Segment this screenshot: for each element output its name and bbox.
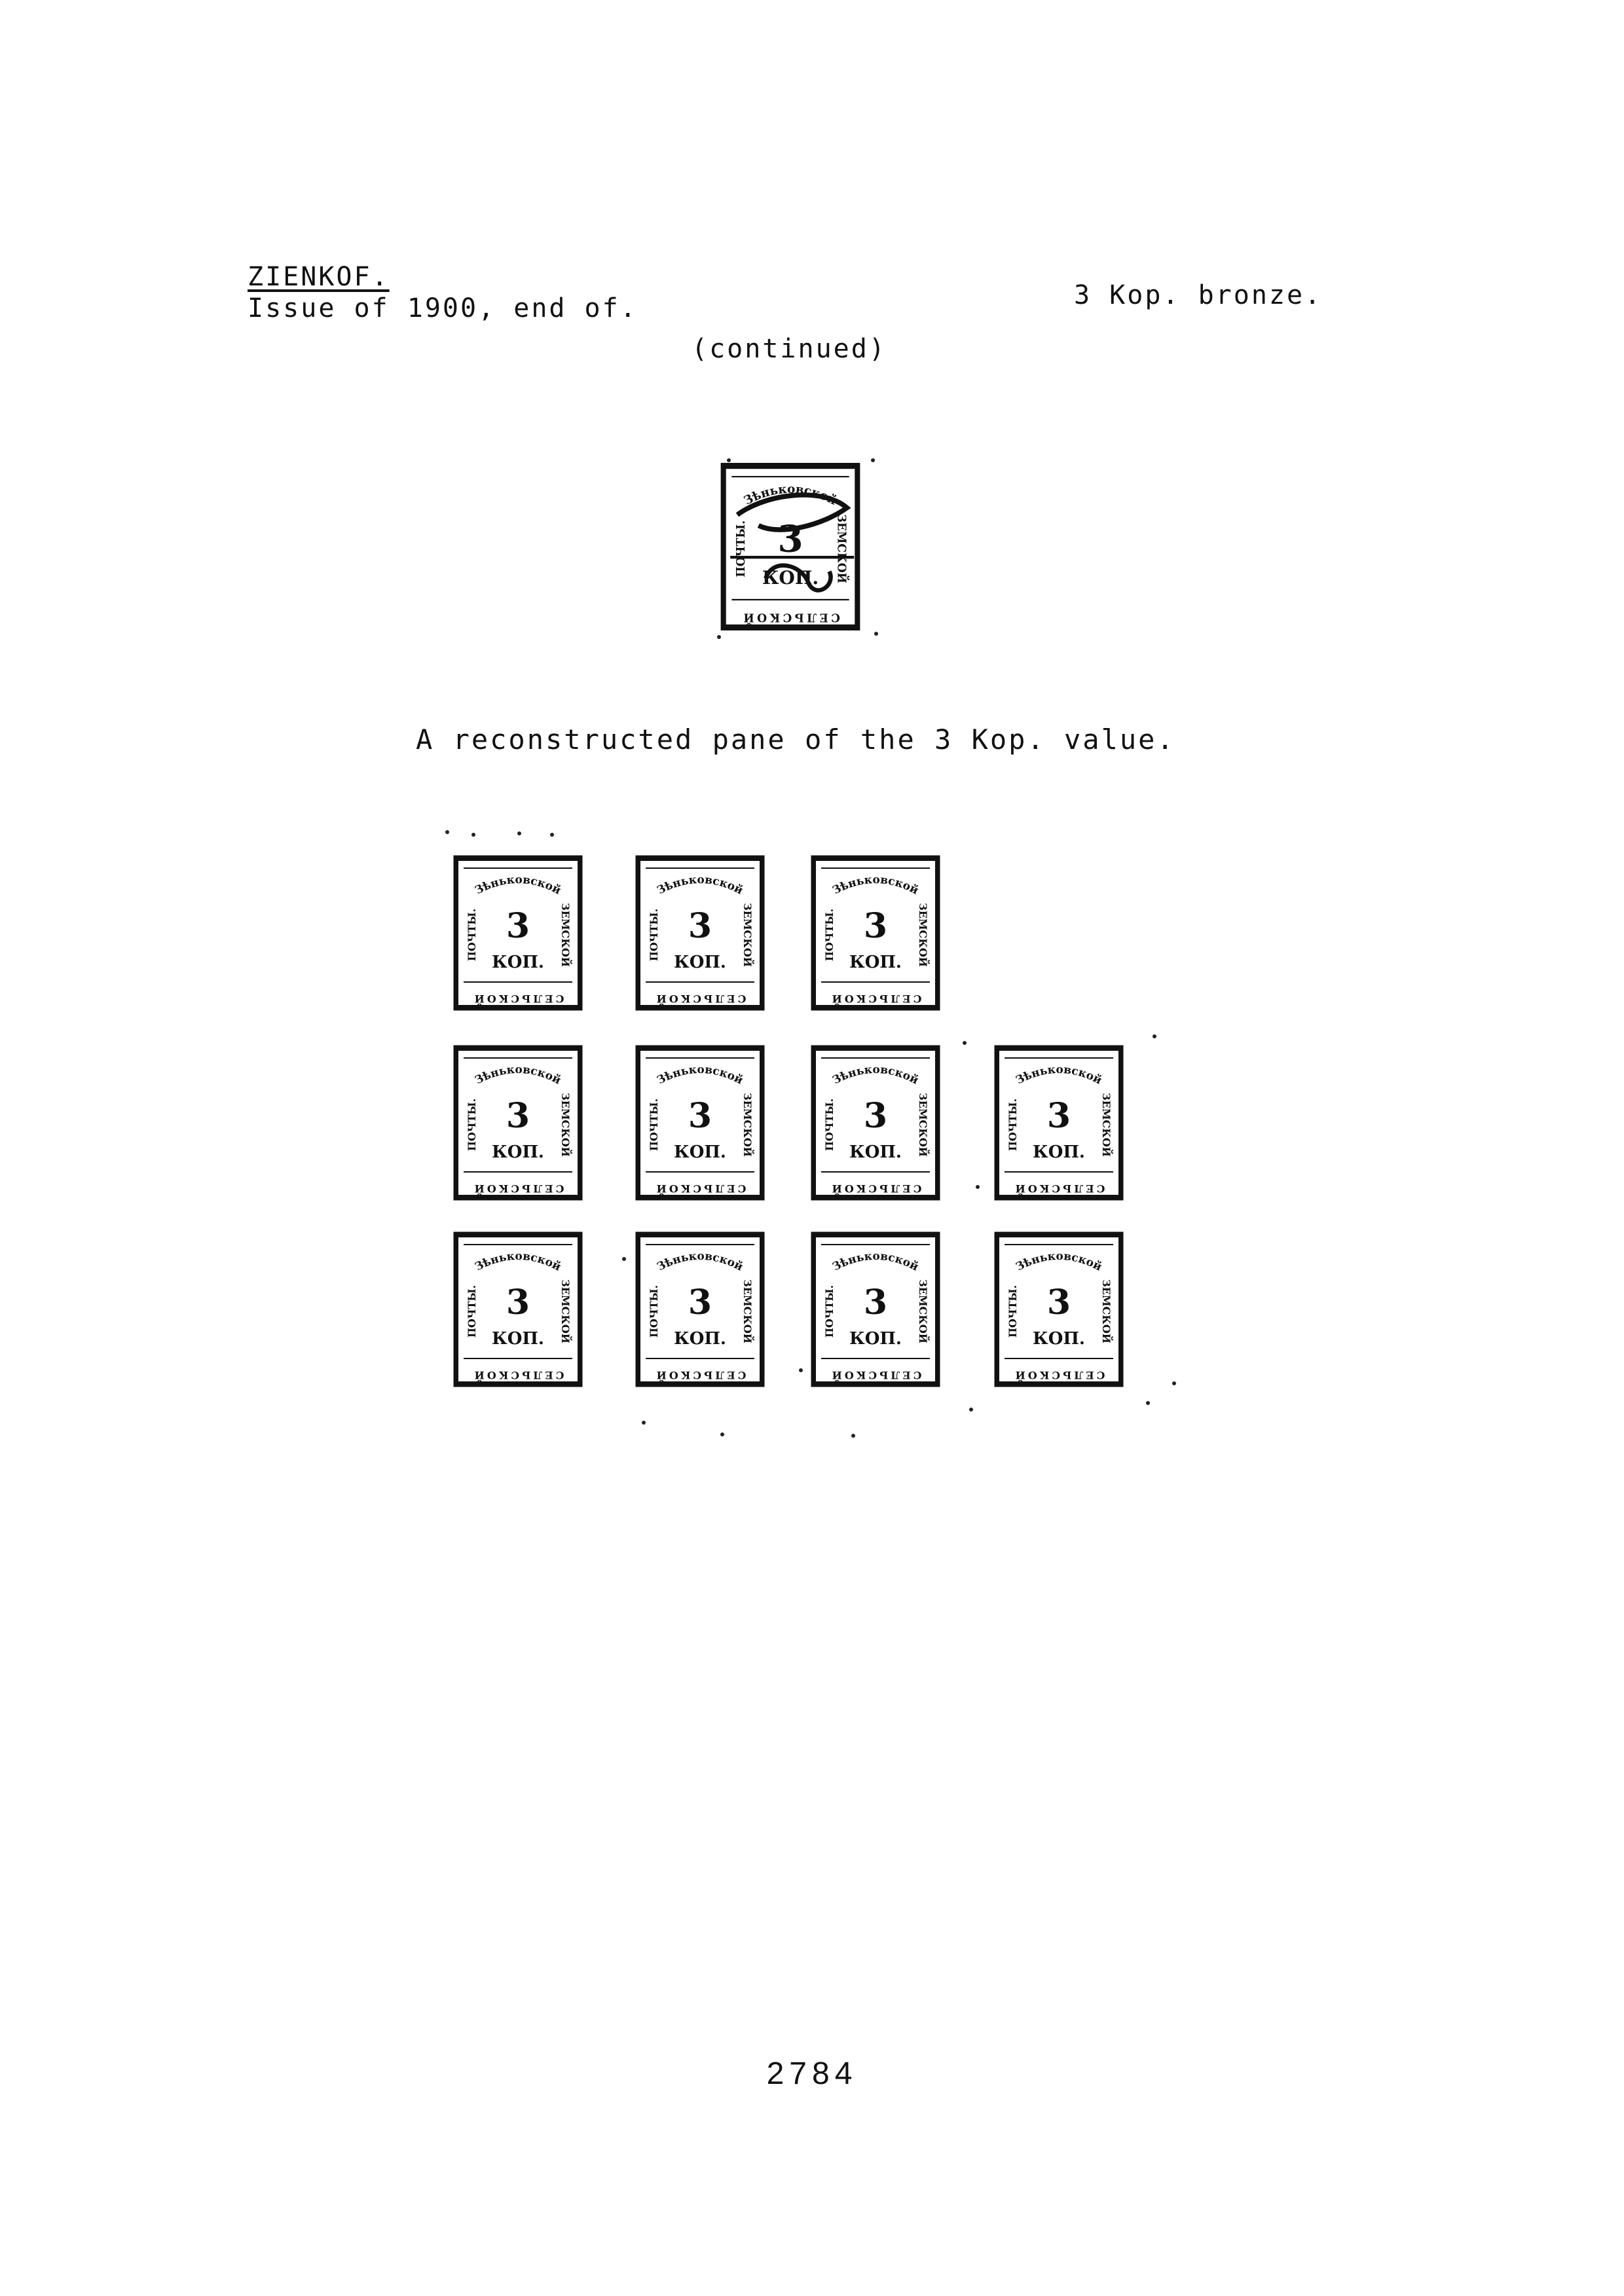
svg-text:ЗЕМСКОЙ: ЗЕМСКОЙ <box>1100 1279 1113 1343</box>
speck-mark <box>1172 1381 1176 1385</box>
stamp-svg <box>990 1228 1128 1391</box>
svg-text:КОП.: КОП. <box>1033 1329 1085 1349</box>
svg-text:СЕЛЬСКОЙ: СЕЛЬСКОЙ <box>654 1182 747 1195</box>
pane-stamp <box>990 1228 1128 1391</box>
pane-stamp <box>807 851 944 1015</box>
svg-text:ПОЧТЫ.: ПОЧТЫ. <box>466 1285 478 1338</box>
svg-text:СЕЛЬСКОЙ: СЕЛЬСКОЙ <box>829 1369 922 1381</box>
stamp-svg <box>631 1228 769 1391</box>
svg-text:СЕЛЬСКОЙ: СЕЛЬСКОЙ <box>829 993 922 1005</box>
pane-stamp <box>449 851 587 1015</box>
svg-text:СЕЛЬСКОЙ: СЕЛЬСКОЙ <box>1012 1369 1105 1381</box>
stamp-svg <box>990 1041 1128 1205</box>
svg-text:ПОЧТЫ.: ПОЧТЫ. <box>823 908 836 962</box>
pane-stamp <box>807 1041 944 1205</box>
svg-text:3: 3 <box>777 517 803 561</box>
stamp-svg <box>631 1041 769 1205</box>
speck-mark <box>871 458 875 462</box>
svg-text:ПОЧТЫ.: ПОЧТЫ. <box>648 908 660 962</box>
svg-text:ПОЧТЫ.: ПОЧТЫ. <box>1006 1098 1019 1152</box>
svg-text:3: 3 <box>863 1283 888 1322</box>
svg-text:Зѣньковской: Зѣньковской <box>473 1249 563 1274</box>
speck-mark <box>976 1185 980 1189</box>
svg-text:КОП.: КОП. <box>492 1329 544 1349</box>
pane-stamp <box>631 1041 769 1205</box>
svg-text:3: 3 <box>688 1283 712 1322</box>
svg-text:Зѣньковской: Зѣньковской <box>1014 1063 1104 1087</box>
pane-stamp <box>449 1041 587 1205</box>
svg-text:ПОЧТЫ.: ПОЧТЫ. <box>734 520 748 577</box>
svg-text:Зѣньковской: Зѣньковской <box>830 1063 921 1087</box>
svg-text:3: 3 <box>506 906 530 946</box>
svg-text:3: 3 <box>688 906 712 946</box>
pane-stamp <box>631 851 769 1015</box>
svg-text:ЗЕМСКОЙ: ЗЕМСКОЙ <box>834 514 848 584</box>
speck-mark <box>550 833 554 837</box>
svg-text:СЕЛЬСКОЙ: СЕЛЬСКОЙ <box>741 610 840 624</box>
svg-text:КОП.: КОП. <box>1033 1142 1085 1162</box>
speck-mark <box>642 1421 646 1425</box>
speck-mark <box>445 830 449 834</box>
svg-text:СЕЛЬСКОЙ: СЕЛЬСКОЙ <box>471 1182 564 1195</box>
svg-text:ПОЧТЫ.: ПОЧТЫ. <box>466 908 478 962</box>
svg-text:ЗЕМСКОЙ: ЗЕМСКОЙ <box>559 1279 572 1343</box>
svg-text:ЗЕМСКОЙ: ЗЕМСКОЙ <box>559 1093 572 1157</box>
svg-text:3: 3 <box>506 1283 530 1322</box>
stamp-svg <box>449 851 587 1015</box>
speck-mark <box>1146 1401 1150 1405</box>
svg-text:Зѣньковской: Зѣньковской <box>741 482 840 508</box>
speck-mark <box>720 1432 724 1436</box>
svg-text:ЗЕМСКОЙ: ЗЕМСКОЙ <box>1100 1093 1113 1157</box>
speck-mark <box>517 831 521 835</box>
svg-text:ЗЕМСКОЙ: ЗЕМСКОЙ <box>917 1093 929 1157</box>
svg-text:КОП.: КОП. <box>849 953 902 972</box>
svg-text:КОП.: КОП. <box>674 1329 726 1349</box>
svg-text:КОП.: КОП. <box>492 953 544 972</box>
svg-text:Зѣньковской: Зѣньковской <box>473 1063 563 1087</box>
stamp-svg <box>709 458 872 635</box>
pane-caption: A reconstructed pane of the 3 Kop. value. <box>416 723 1175 756</box>
svg-text:3: 3 <box>506 1096 530 1136</box>
svg-text:СЕЛЬСКОЙ: СЕЛЬСКОЙ <box>654 993 747 1005</box>
pane-stamp <box>807 1228 944 1391</box>
stamp-svg <box>807 851 944 1015</box>
speck-mark <box>622 1257 626 1261</box>
svg-text:3: 3 <box>1046 1096 1071 1136</box>
stamp-svg <box>807 1041 944 1205</box>
svg-text:СЕЛЬСКОЙ: СЕЛЬСКОЙ <box>654 1369 747 1381</box>
svg-text:ПОЧТЫ.: ПОЧТЫ. <box>466 1098 478 1152</box>
single-stamp-image <box>709 458 872 635</box>
continued-note: (continued) <box>692 334 887 364</box>
svg-text:3: 3 <box>1046 1283 1071 1322</box>
svg-text:ЗЕМСКОЙ: ЗЕМСКОЙ <box>917 903 929 967</box>
svg-text:Зѣньковской: Зѣньковской <box>830 1249 921 1274</box>
speck-mark <box>471 833 475 837</box>
stamp-svg <box>631 851 769 1015</box>
speck-mark <box>717 635 721 639</box>
page-number: 2784 <box>766 2056 858 2091</box>
speck-mark <box>969 1408 973 1412</box>
svg-text:СЕЛЬСКОЙ: СЕЛЬСКОЙ <box>471 1369 564 1381</box>
svg-text:СЕЛЬСКОЙ: СЕЛЬСКОЙ <box>1012 1182 1105 1195</box>
pane-stamp <box>990 1041 1128 1205</box>
svg-text:КОП.: КОП. <box>762 567 819 589</box>
svg-text:ЗЕМСКОЙ: ЗЕМСКОЙ <box>559 903 572 967</box>
speck-mark <box>799 1368 803 1372</box>
svg-text:ЗЕМСКОЙ: ЗЕМСКОЙ <box>741 1093 754 1157</box>
svg-text:КОП.: КОП. <box>849 1329 902 1349</box>
page-title: ZIENKOF. <box>248 262 390 292</box>
svg-text:КОП.: КОП. <box>674 953 726 972</box>
stamp-value-heading: 3 Kop. bronze. <box>1074 280 1323 310</box>
svg-text:ЗЕМСКОЙ: ЗЕМСКОЙ <box>741 1279 754 1343</box>
svg-text:ПОЧТЫ.: ПОЧТЫ. <box>648 1285 660 1338</box>
svg-text:Зѣньковской: Зѣньковской <box>830 873 921 898</box>
stamp-svg <box>449 1041 587 1205</box>
speck-mark <box>874 632 878 636</box>
stamp-svg <box>449 1228 587 1391</box>
svg-text:СЕЛЬСКОЙ: СЕЛЬСКОЙ <box>829 1182 922 1195</box>
svg-text:Зѣньковской: Зѣньковской <box>473 873 563 898</box>
svg-text:ПОЧТЫ.: ПОЧТЫ. <box>648 1098 660 1152</box>
pane-stamp <box>631 1228 769 1391</box>
svg-text:ЗЕМСКОЙ: ЗЕМСКОЙ <box>741 903 754 967</box>
svg-text:ПОЧТЫ.: ПОЧТЫ. <box>1006 1285 1019 1338</box>
pane-stamp <box>449 1228 587 1391</box>
svg-text:3: 3 <box>688 1096 712 1136</box>
svg-text:ПОЧТЫ.: ПОЧТЫ. <box>823 1285 836 1338</box>
speck-mark <box>851 1434 855 1438</box>
svg-text:КОП.: КОП. <box>674 1142 726 1162</box>
svg-text:Зѣньковской: Зѣньковской <box>655 1249 745 1274</box>
svg-text:ПОЧТЫ.: ПОЧТЫ. <box>823 1098 836 1152</box>
svg-text:СЕЛЬСКОЙ: СЕЛЬСКОЙ <box>471 993 564 1005</box>
svg-text:Зѣньковской: Зѣньковской <box>655 1063 745 1087</box>
speck-mark <box>727 458 731 462</box>
svg-text:Зѣньковской: Зѣньковской <box>1014 1249 1104 1274</box>
issue-line: Issue of 1900, end of. <box>248 293 638 323</box>
svg-text:Зѣньковской: Зѣньковской <box>655 873 745 898</box>
svg-text:КОП.: КОП. <box>492 1142 544 1162</box>
stamp-svg <box>807 1228 944 1391</box>
svg-text:КОП.: КОП. <box>849 1142 902 1162</box>
svg-text:3: 3 <box>863 1096 888 1136</box>
svg-text:ЗЕМСКОЙ: ЗЕМСКОЙ <box>917 1279 929 1343</box>
svg-text:3: 3 <box>863 906 888 946</box>
speck-mark <box>963 1041 967 1045</box>
speck-mark <box>1153 1034 1156 1038</box>
